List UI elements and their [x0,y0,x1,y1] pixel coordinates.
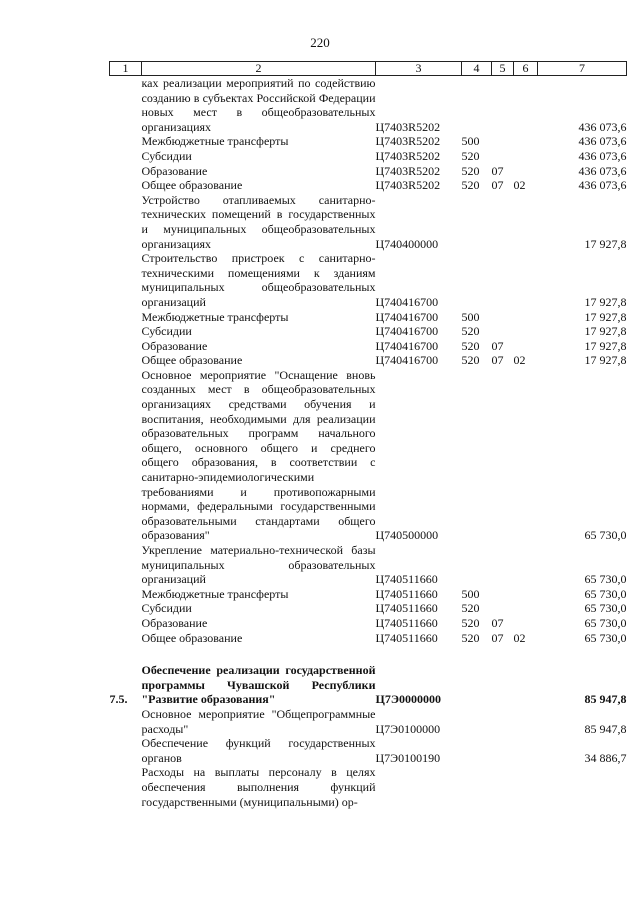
table-row [110,631,627,646]
table-row [110,663,627,707]
table-row [110,616,627,631]
table-row [110,353,627,368]
row-number [110,134,142,149]
row-col6 [514,368,538,543]
row-name: Межбюджетные трансферты [141,586,289,601]
row-number [110,631,142,646]
row-col5 [492,543,514,587]
row-col5 [492,324,514,339]
row-code: Ц740511660 [375,586,438,601]
row-name: Субсидии [141,148,192,163]
row-name: Общее образование [141,178,243,193]
row-col6 [514,601,538,616]
row-col5 [492,368,514,543]
row-number [110,368,142,543]
header-col-6: 6 [514,62,538,76]
row-col4: 520 [461,601,480,616]
row-col6 [514,736,538,765]
row-col4 [462,251,492,309]
table-row [110,601,627,616]
row-code: Ц740511660 [375,630,438,645]
budget-table [109,61,627,809]
row-col5 [492,251,514,309]
table-row [110,251,627,309]
row-number [110,178,142,193]
table-row [110,178,627,193]
row-number [110,616,142,631]
row-code: Ц740416700 [375,353,439,368]
row-col5 [492,134,514,149]
row-name: Общее образование [141,630,243,645]
table-row [110,134,627,149]
row-number [110,149,142,164]
row-name: ках реализации мероприятий по содействию созданию в субъектах Российской Федерации новых мест в общеобразовательных организациях [141,76,376,134]
row-col4 [462,663,492,707]
row-col5 [492,765,514,809]
row-col4: 500 [461,309,480,324]
header-col-4: 4 [462,62,492,76]
row-amount: 17 927,8 [584,236,627,251]
row-col5: 07 [491,163,504,178]
row-code: Ц7Э0100190 [375,750,441,765]
header-col-1: 1 [110,62,142,76]
row-name: Основное мероприятие "Общепрограммные расходы" [141,706,376,736]
row-number [110,76,142,135]
row-col5 [492,193,514,251]
row-col6 [514,193,538,251]
row-number [110,193,142,251]
row-col5: 07 [491,615,504,630]
row-col5: 07 [491,178,504,193]
row-col4: 500 [461,134,480,149]
row-amount [538,765,627,809]
row-amount: 436 073,6 [578,148,627,163]
row-amount: 65 730,0 [584,615,627,630]
row-amount: 17 927,8 [584,353,627,368]
row-col4: 520 [461,178,480,193]
row-name: Расходы на выплаты персоналу в целях обеспечения выполнения функций государственными (муниципальными) ор- [141,765,376,809]
row-amount: 65 730,0 [584,586,627,601]
table-row [110,76,627,135]
row-col5 [492,736,514,765]
table-row [110,543,627,587]
table-body [110,76,627,810]
row-amount: 34 886,7 [584,750,627,765]
row-col6 [514,587,538,602]
row-col5 [492,76,514,135]
table-header-row [110,62,627,76]
row-col6: 02 [513,178,526,193]
row-col6: 02 [513,353,526,368]
row-col4 [462,765,492,809]
row-col5: 07 [491,338,504,353]
table-row [110,368,627,543]
table-row [110,765,627,809]
row-col4 [462,76,492,135]
row-col4 [462,707,492,736]
row-name: Межбюджетные трансферты [141,309,289,324]
row-code: Ц7Э0100000 [375,721,441,736]
row-col5: 07 [491,630,504,645]
page-number: 220 [310,35,330,50]
row-code: Ц7Э0000000 [375,692,441,707]
row-amount: 436 073,6 [578,119,627,134]
row-code: Ц7403R5202 [375,119,441,134]
row-number [110,765,142,809]
row-number [110,736,142,765]
row-name: Межбюджетные трансферты [141,134,289,149]
row-amount: 85 947,8 [584,721,627,736]
header-col-5: 5 [492,62,514,76]
row-col6 [514,76,538,135]
row-col4: 520 [461,338,480,353]
row-col6 [514,324,538,339]
header-col-3: 3 [376,62,462,76]
table-row [110,587,627,602]
row-col6 [514,339,538,354]
row-name: Обеспечение функций государственных органов [141,736,376,765]
row-amount: 17 927,8 [584,294,627,309]
row-name: Основное мероприятие "Оснащение вновь созданных мест в общеобразовательных организациях средствами обучения и воспитания, необходимыми для реализации образовательных программ начального общего, основного общего и среднего общего образования, в соответствии с санитарно-эпидемиологическими требованиями и противопожарными нормами, федеральными государственными образовательными стандартами общего образования" [141,367,376,543]
row-col4: 520 [461,630,480,645]
row-amount: 65 730,0 [584,528,627,543]
row-code: Ц740511660 [375,615,438,630]
row-amount: 65 730,0 [584,572,627,587]
row-code: Ц7403R5202 [375,134,441,149]
table-spacer-row [110,645,627,663]
row-amount: 436 073,6 [578,134,627,149]
row-name: Устройство отапливаемых санитарно-технических помещений в государственных и муниципальных общеобразовательных организациях [141,192,376,251]
row-code: Ц740416700 [375,309,439,324]
row-col6 [514,134,538,149]
spacer-cell [110,645,627,663]
row-col5: 07 [491,353,504,368]
row-number [110,251,142,309]
row-col4: 520 [461,163,480,178]
row-number [110,587,142,602]
header-col-7: 7 [538,62,627,76]
row-name: Укрепление материально-технической базы муниципальных образовательных организаций [141,543,376,587]
row-number [110,707,142,736]
row-col4: 520 [461,615,480,630]
row-amount: 85 947,8 [584,692,627,707]
row-col4: 500 [461,586,480,601]
row-code [376,765,462,809]
row-number [110,164,142,179]
row-col4: 520 [461,324,480,339]
row-code: Ц740416700 [375,324,439,339]
table-row [110,339,627,354]
row-col6 [514,164,538,179]
row-number: 7.5. [109,692,128,707]
table-row [110,149,627,164]
row-col4 [462,193,492,251]
row-amount: 65 730,0 [584,630,627,645]
row-col4 [462,368,492,543]
row-code: Ц7403R5202 [375,148,441,163]
row-name: Общее образование [141,353,243,368]
row-col5 [492,149,514,164]
row-name: Образование [141,338,208,353]
row-code: Ц740511660 [375,601,438,616]
row-amount: 17 927,8 [584,309,627,324]
row-number [110,543,142,587]
row-code: Ц740400000 [375,236,439,251]
row-code: Ц7403R5202 [375,178,441,193]
row-amount: 436 073,6 [578,178,627,193]
row-name: Строительство пристроек с санитарно-техническими помещениями к зданиям муниципальных общеобразовательных организаций [141,251,376,309]
row-col5 [492,663,514,707]
row-col6 [514,251,538,309]
row-col5 [492,587,514,602]
row-code: Ц740416700 [375,338,439,353]
row-col5 [492,310,514,325]
row-amount: 65 730,0 [584,601,627,616]
row-col5 [492,707,514,736]
row-col6 [514,310,538,325]
row-col6: 02 [513,630,526,645]
row-code: Ц740416700 [375,294,439,309]
row-code: Ц740511660 [375,572,438,587]
row-col6 [514,707,538,736]
row-col4: 520 [461,353,480,368]
row-col6 [514,765,538,809]
row-col4 [462,736,492,765]
table-row [110,193,627,251]
row-amount: 17 927,8 [584,338,627,353]
row-col6 [514,149,538,164]
row-amount: 17 927,8 [584,324,627,339]
row-name: Субсидии [141,601,192,616]
row-code: Ц7403R5202 [375,163,441,178]
row-name: Образование [141,615,208,630]
row-name: Образование [141,163,208,178]
table-row [110,164,627,179]
row-number [110,339,142,354]
row-number [110,601,142,616]
row-amount: 436 073,6 [578,163,627,178]
header-col-2: 2 [142,62,376,76]
row-col4 [462,543,492,587]
row-col4: 520 [461,148,480,163]
table-row [110,707,627,736]
table-row [110,310,627,325]
row-col6 [514,616,538,631]
row-number [110,324,142,339]
table-row [110,736,627,765]
row-name: Субсидии [141,324,192,339]
row-col6 [514,663,538,707]
row-col5 [492,601,514,616]
row-number [110,310,142,325]
row-name: Обеспечение реализации государственной программы Чувашской Республики "Развитие образования" [141,663,376,707]
row-col6 [514,543,538,587]
row-number [110,353,142,368]
row-code: Ц740500000 [375,528,439,543]
table-row [110,324,627,339]
